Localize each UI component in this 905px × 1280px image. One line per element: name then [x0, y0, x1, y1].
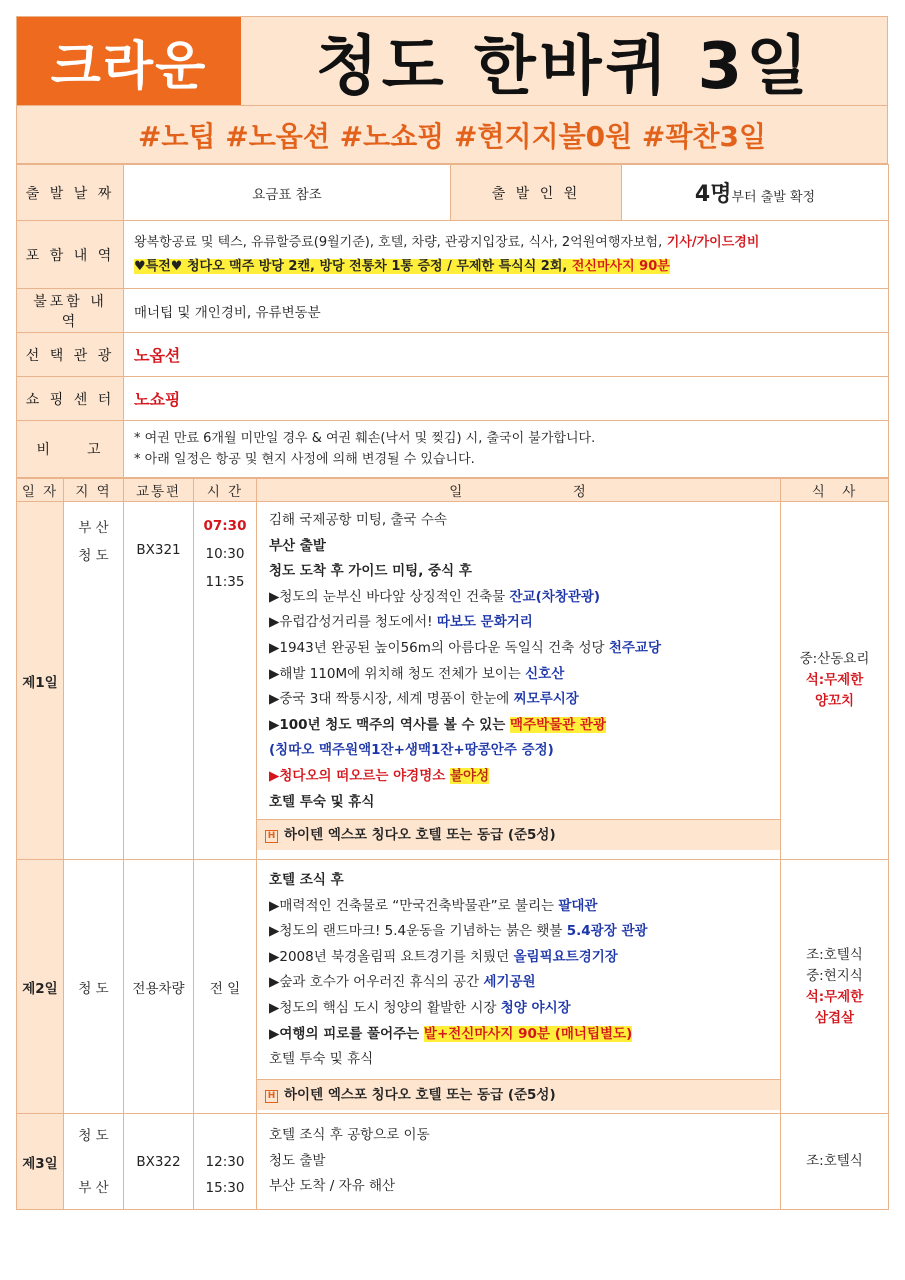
attraction-name: 따보도 문화거리 — [436, 614, 533, 631]
day1-itinerary — [257, 502, 781, 860]
include-label: 포 함 내 역 — [17, 221, 124, 289]
meal-item: 석:무제한 — [805, 988, 864, 1005]
attraction-name: 5.4광장 관광 — [566, 923, 648, 940]
itinerary-line: 김해 국제공항 미팅, 출국 수속 — [269, 512, 447, 528]
include-line1-red: 기사/가이드경비 — [662, 234, 760, 250]
itinerary-line: 호텔 조식 후 공항으로 이동 — [269, 1127, 430, 1144]
brand-logo: 크라운 — [17, 17, 241, 105]
tour-document — [16, 16, 888, 1210]
itinerary-line: 호텔 투숙 및 휴식 — [269, 793, 375, 810]
option-value: 노옵션 — [124, 333, 889, 377]
hotel-icon: H — [265, 1090, 278, 1103]
depart-value: 요금표 참조 — [124, 165, 451, 221]
itinerary-text: ▶청도의 랜드마크! 5.4운동을 기념하는 붉은 횃불 — [269, 923, 567, 940]
note-value — [124, 421, 889, 478]
day1-region — [64, 502, 124, 860]
day1-row — [17, 502, 889, 860]
day2-time: 전 일 — [194, 860, 257, 1114]
people-suffix: 부터 출발 확정 — [731, 190, 816, 205]
itinerary-text: ▶2008년 북경올림픽 요트경기를 치뤘던 — [269, 948, 514, 965]
itinerary-text: ▶청도의 눈부신 바다앞 상징적인 건축물 — [269, 588, 510, 605]
day2-itinerary — [257, 860, 781, 1114]
hotel-name: 하이텐 엑스포 칭다오 호텔 또는 동급 (준5성) — [284, 827, 556, 844]
day2-meal — [781, 860, 889, 1114]
day1-times — [194, 502, 257, 860]
itinerary-text: ▶유럽감성거리를 청도에서! — [269, 614, 437, 631]
include-value — [124, 221, 889, 289]
day3-row — [17, 1114, 889, 1210]
depart-label: 출 발 날 짜 — [17, 165, 124, 221]
itinerary-text: ▶여행의 피로를 풀어주는 — [269, 1025, 424, 1042]
attraction-name: 청양 야시장 — [500, 999, 571, 1016]
col-itinerary: 일 정 — [257, 479, 781, 502]
day1-time-1: 07:30 — [203, 518, 247, 534]
meal-item: 삼겹살 — [814, 1009, 855, 1026]
exclude-value: 매너팁 및 개인경비, 유류변동분 — [124, 289, 889, 333]
col-time: 시 간 — [194, 479, 257, 502]
itinerary-line: 부산 출발 — [269, 537, 326, 554]
day2-label: 제2일 — [17, 860, 64, 1114]
attraction-name: 팔대관 — [558, 897, 598, 914]
day1-label: 제1일 — [17, 502, 64, 860]
exclude-label: 불포함 내역 — [17, 289, 124, 333]
itinerary-line: 호텔 투숙 및 휴식 — [269, 1051, 374, 1068]
hashtags-banner: #노팁 #노옵션 #노쇼핑 #현지지불0원 #꽉찬3일 — [16, 106, 888, 164]
info-table — [16, 164, 889, 478]
day3-itinerary — [257, 1114, 781, 1210]
col-day: 일 자 — [17, 479, 64, 502]
attraction-name: 찌모루시장 — [513, 691, 579, 708]
day1-region-1: 부 산 — [78, 520, 109, 536]
day3-label: 제3일 — [17, 1114, 64, 1210]
shop-label: 쇼 핑 센 터 — [17, 377, 124, 421]
people-label: 출 발 인 원 — [451, 165, 622, 221]
header — [16, 16, 888, 106]
itinerary-line: 호텔 조식 후 — [269, 872, 344, 888]
day2-hotel — [257, 1079, 780, 1110]
day1-transport: BX321 — [124, 502, 194, 860]
page-title: 청도 한바퀴 3일 — [241, 17, 887, 105]
itinerary-line: 청도 도착 후 가이드 미팅, 중식 후 — [269, 563, 472, 580]
day3-region-2: 부 산 — [78, 1179, 109, 1196]
note-label: 비 고 — [17, 421, 124, 478]
itinerary-text: ▶숲과 호수가 어우러진 휴식의 공간 — [269, 974, 484, 991]
itinerary-line: 부산 도착 / 자유 해산 — [269, 1178, 396, 1195]
note-line-1: * 여권 만료 6개월 미만일 경우 & 여권 훼손(낙서 및 찢김) 시, 출국이 불가합니다. — [134, 431, 596, 446]
itinerary-line: (칭따오 맥주원액1잔+생맥1잔+땅콩안주 증정) — [269, 742, 554, 759]
day1-meal — [781, 502, 889, 860]
meal-item: 석:무제한 — [805, 672, 864, 688]
include-line1: 왕복항공료 및 텍스, 유류할증료(9월기준), 호텔, 차량, 관광지입장료, 식사, 2억원여행자보험, — [134, 234, 663, 250]
day3-times — [194, 1114, 257, 1210]
attraction-name: 맥주박물관 관광 — [510, 716, 606, 733]
itinerary-text: ▶100년 청도 맥주의 역사를 볼 수 있는 — [269, 716, 510, 733]
itinerary-line: 청도 출발 — [269, 1152, 326, 1169]
attraction-name: 올림픽요트경기장 — [513, 948, 618, 965]
itinerary-text: ▶청다오의 떠오르는 야경명소 — [269, 767, 450, 784]
note-line-2: * 아래 일정은 항공 및 현지 사정에 의해 변경될 수 있습니다. — [134, 452, 475, 467]
day1-hotel — [257, 819, 780, 850]
itinerary-text: ▶해발 110M에 위치해 청도 전체가 보이는 — [269, 665, 526, 682]
itinerary-text: ▶중국 3대 짝퉁시장, 세계 명품이 한눈에 — [269, 691, 514, 708]
schedule-table — [16, 478, 889, 1210]
option-label: 선 택 관 광 — [17, 333, 124, 377]
shop-value: 노쇼핑 — [124, 377, 889, 421]
day1-time-2: 10:30 — [205, 546, 245, 562]
col-transport: 교통편 — [124, 479, 194, 502]
day3-time-1: 12:30 — [205, 1153, 245, 1170]
day3-time-2: 15:30 — [205, 1179, 245, 1196]
hotel-icon: H — [265, 830, 278, 843]
day3-region — [64, 1114, 124, 1210]
day3-meal — [781, 1114, 889, 1210]
day1-time-3: 11:35 — [205, 574, 245, 590]
attraction-name: 잔교(차창관광) — [509, 588, 601, 605]
hotel-name: 하이텐 엑스포 칭다오 호텔 또는 동급 (준5성) — [284, 1086, 556, 1103]
day2-row — [17, 860, 889, 1114]
itinerary-text: ▶매력적인 건축물로 “만국건축박물관”로 불리는 — [269, 897, 559, 914]
meal-item: 조:호텔식 — [806, 1153, 863, 1169]
col-meal: 식 사 — [781, 479, 889, 502]
meal-item: 중:현지식 — [806, 967, 863, 984]
attraction-name: 세기공원 — [483, 974, 536, 991]
attraction-name: 발+전신마사지 90분 (매너팁별도) — [423, 1025, 633, 1042]
day3-region-1: 청 도 — [78, 1127, 109, 1144]
people-value — [622, 165, 889, 221]
day2-region: 청 도 — [64, 860, 124, 1114]
meal-item: 조:호텔식 — [806, 946, 863, 963]
day3-transport: BX322 — [124, 1114, 194, 1210]
people-number: 4명 — [694, 182, 732, 207]
meal-item: 양꼬치 — [814, 693, 855, 709]
day1-region-2: 청 도 — [78, 548, 109, 564]
attraction-name: 천주교당 — [608, 639, 662, 656]
include-line2: ♥특전♥ 청다오 맥주 방당 2캔, 방당 전통차 1통 증정 / 무제한 특식식 2회, — [134, 258, 568, 274]
itinerary-text: ▶1943년 완공된 높이56m의 아름다운 독일식 건축 성당 — [269, 639, 609, 656]
col-region: 지 역 — [64, 479, 124, 502]
include-line2-red: 전신마사지 90분 — [567, 258, 670, 274]
meal-item: 중:산동요리 — [799, 651, 870, 667]
attraction-name: 신호산 — [525, 665, 565, 682]
attraction-name: 불야성 — [449, 767, 490, 784]
day2-transport: 전용차량 — [124, 860, 194, 1114]
itinerary-text: ▶청도의 핵심 도시 청양의 활발한 시장 — [269, 999, 501, 1016]
